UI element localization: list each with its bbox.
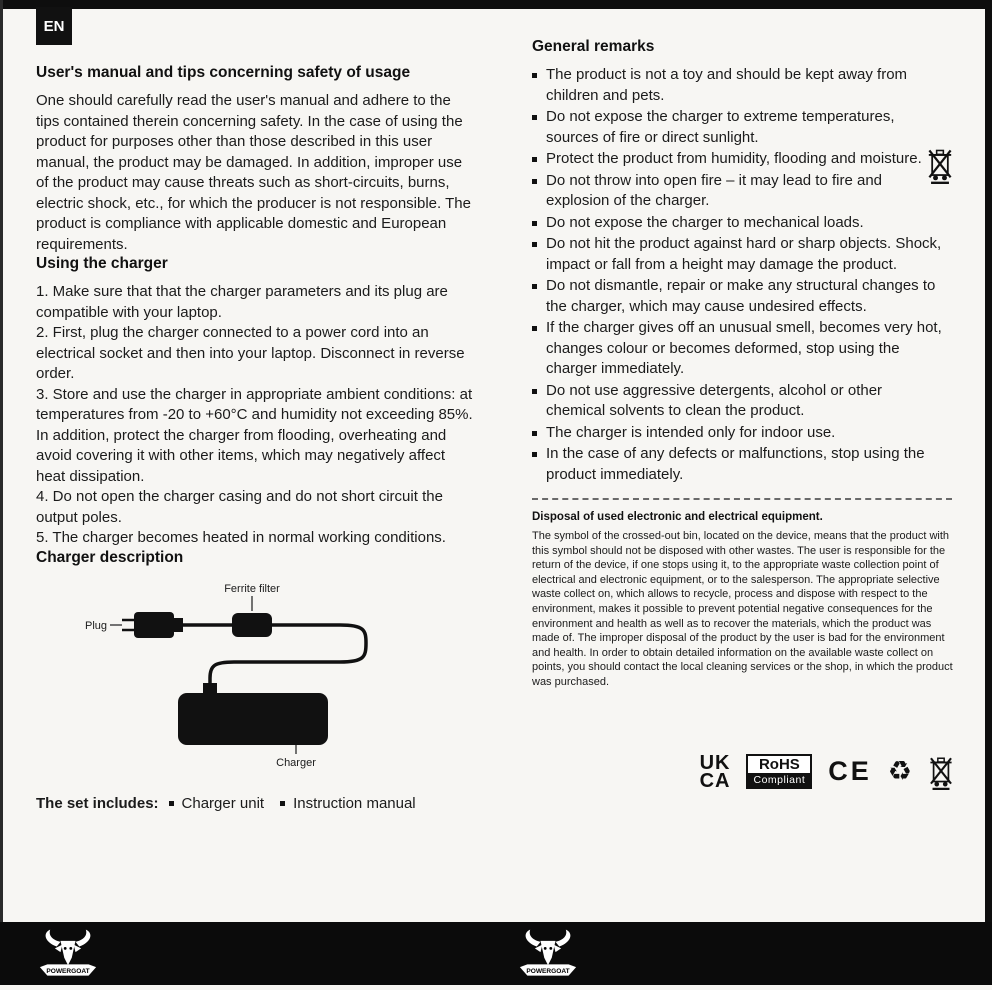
remark-text: Do not use aggressive detergents, alcohol or other chemical solvents to clean the product. <box>546 381 883 419</box>
square-bullet-icon <box>532 179 537 184</box>
remark-text: Do not dismantle, repair or make any structural changes to the charger, which may cause undesired effects. <box>546 277 936 315</box>
charger-label: Charger <box>276 756 316 769</box>
remark-item <box>532 107 944 148</box>
remark-item <box>532 171 944 212</box>
remarks-heading: General remarks <box>532 38 655 55</box>
set-includes-item-text: Charger unit <box>181 794 265 812</box>
disposal-body: The symbol of the crossed-out bin, located on the device, means that the product with this symbol should not be disposed with other wastes. The user is responsible for the return of the device, if one stops using it, to the appropriate waste collection point of electrical and electronic equipment, or to the salesperson. The appropriate selective waste collect on, which allows to recycle, process and dispose with respect to the environment, makes it possible to prevent potential negative consequences for the environment and health as well as to recover the materials, which the product was made of. The improper disposal of the product by the user is bad for the environment and health. In order to obtain detailed information on the available waste collect on points, you should contact the local cleaning services or the shop, in which the product was purchased. <box>532 530 953 688</box>
bottom-paper-strip <box>0 985 992 990</box>
square-bullet-icon <box>532 221 537 226</box>
remarks-list <box>532 65 956 485</box>
top-black-bar <box>0 0 992 9</box>
set-includes-item <box>280 795 416 812</box>
intro-heading: User's manual and tips concerning safety of usage <box>36 64 411 81</box>
plug-label: Plug <box>84 619 108 632</box>
description-heading: Charger description <box>36 548 184 566</box>
square-bullet-icon <box>532 115 537 120</box>
remark-item <box>532 276 944 317</box>
set-includes-label: The set includes: <box>36 794 159 812</box>
disposal-heading: Disposal of used electronic and electrical equipment. <box>532 511 823 523</box>
plug-body <box>134 612 174 638</box>
remark-item <box>532 213 944 234</box>
square-bullet-icon <box>532 326 537 331</box>
weee-crossed-bin-icon <box>928 754 954 790</box>
square-bullet-icon <box>532 242 537 247</box>
using-item: 5. The charger becomes heated in normal working conditions. <box>36 529 446 546</box>
ukca-bottom-text: CA <box>699 769 731 792</box>
right-column <box>532 38 956 790</box>
using-item: 3. Store and use the charger in appropriate ambient conditions: at temperatures from -20 to +60°C and humidity not exceeding 85%. In addition, protect the charger from flooding, overheating and avoid covering it with other items, which may negatively affect heat dissipation. <box>36 385 473 485</box>
remark-item <box>532 444 944 485</box>
remark-item <box>532 65 944 106</box>
square-bullet-icon <box>532 157 537 162</box>
footer-bar <box>0 922 992 985</box>
remark-text: Do not expose the charger to mechanical loads. <box>546 213 864 231</box>
weee-crossed-bin-icon-small <box>926 146 954 184</box>
remark-text: Do not throw into open fire – it may lead to fire and explosion of the charger. <box>546 171 883 209</box>
set-includes-item <box>169 795 265 812</box>
square-bullet-icon <box>532 389 537 394</box>
square-bullet-icon <box>532 452 537 457</box>
brand-text: POWERGOAT <box>46 967 90 975</box>
remark-text: Do not hit the product against hard or sharp objects. Shock, impact or fall from a height may damage the product. <box>546 235 942 273</box>
remark-text: Protect the product from humidity, flooding and moisture. <box>546 150 922 167</box>
remark-item <box>532 149 944 170</box>
remark-text: The product is not a toy and should be kept away from children and pets. <box>546 66 908 104</box>
square-bullet-icon <box>280 801 285 806</box>
cable-connector <box>203 683 217 693</box>
using-item: 2. First, plug the charger connected to a power cord into an electrical socket and then into your laptop. Disconnect in reverse order. <box>36 324 465 382</box>
certification-marks-row <box>532 751 956 792</box>
remark-item <box>532 234 944 275</box>
charger-brick <box>178 693 328 745</box>
ferrite-filter-label: Ferrite filter <box>224 582 280 595</box>
left-column <box>36 64 478 812</box>
remark-text: Do not expose the charger to extreme temperatures, sources of fire or direct sunlight. <box>546 108 895 146</box>
remark-item <box>532 318 944 380</box>
ukca-top-text: UK <box>699 751 731 774</box>
set-includes-item-text: Instruction manual <box>293 794 416 812</box>
square-bullet-icon <box>532 431 537 436</box>
dashed-separator <box>532 498 952 500</box>
using-item: 4. Do not open the charger casing and do not short circuit the output poles. <box>36 488 443 526</box>
ferrite-filter-shape <box>232 613 272 637</box>
remark-text: In the case of any defects or malfunctions, stop using the product immediately. <box>546 445 925 483</box>
powergoat-logo <box>38 925 98 983</box>
language-badge <box>36 7 72 45</box>
plug-connector <box>174 618 183 632</box>
ukca-mark <box>699 751 731 792</box>
square-bullet-icon <box>169 801 174 806</box>
rohs-mark <box>746 754 812 789</box>
brand-text: POWERGOAT <box>526 967 570 975</box>
left-edge-strip <box>0 0 3 930</box>
using-heading: Using the charger <box>36 255 168 272</box>
language-badge-label: EN <box>43 17 65 35</box>
remark-item <box>532 381 944 422</box>
right-edge-strip <box>985 0 992 930</box>
square-bullet-icon <box>532 73 537 78</box>
using-list <box>36 282 478 549</box>
charger-diagram <box>82 580 422 772</box>
intro-paragraph: One should carefully read the user's manual and adhere to the tips contained therein concerning safety. In the case of using the product for purposes other than those described in this user manual, the product may be damaged. In addition, improper use of the product may cause threats such as short-circuits, burns, electric shock, etc., for which the producer is not responsible. The product is compliance with applicable domestic and European requirements. <box>36 92 471 253</box>
rohs-bottom-text: Compliant <box>748 773 810 787</box>
set-includes-row <box>36 795 478 812</box>
remark-text: If the charger gives off an unusual smell, becomes very hot, changes colour or becomes deformed, stop using the charger immediately. <box>546 319 942 377</box>
ce-mark: CE <box>828 756 872 787</box>
powergoat-logo <box>518 925 578 983</box>
recycle-icon: ♻ <box>887 756 912 787</box>
remark-item <box>532 423 944 444</box>
square-bullet-icon <box>532 284 537 289</box>
remark-text: The charger is intended only for indoor use. <box>546 423 836 441</box>
rohs-top-text: RoHS <box>758 756 800 774</box>
using-item: 1. Make sure that that the charger parameters and its plug are compatible with your laptop. <box>36 283 448 321</box>
